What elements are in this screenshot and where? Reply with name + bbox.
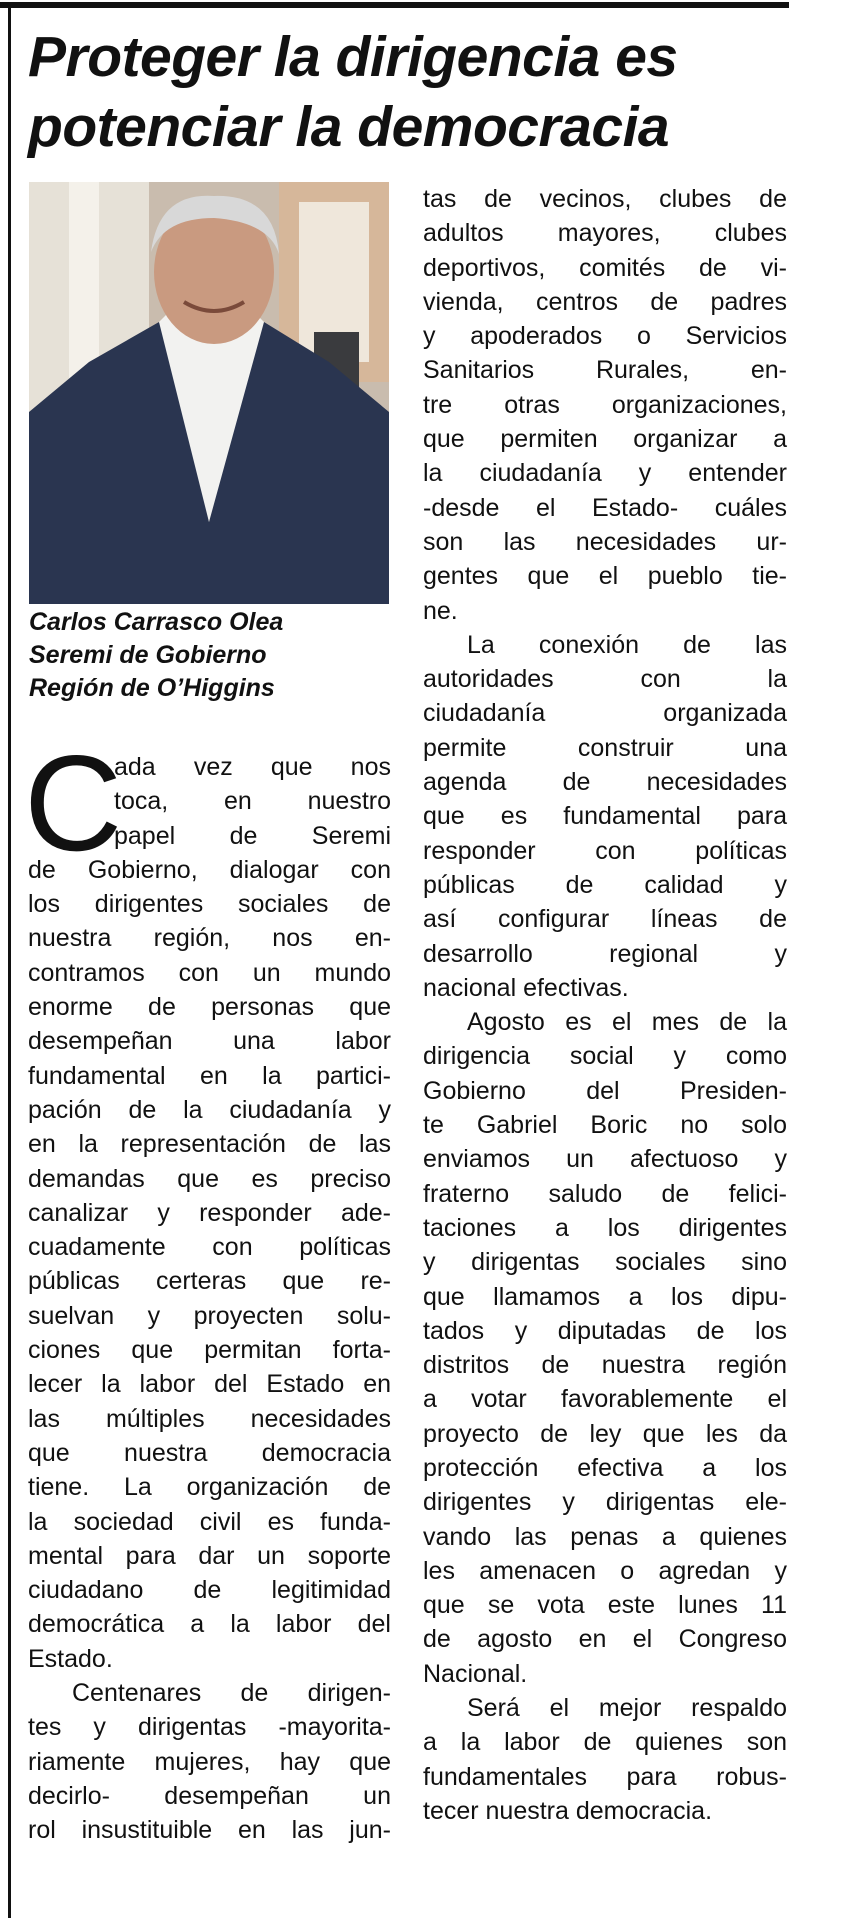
text-line: les amenacen o agredan y xyxy=(423,1556,787,1585)
author-photo xyxy=(29,182,389,604)
headline-line-2: potenciar la democracia xyxy=(28,95,670,159)
text-line: distritos de nuestra región xyxy=(423,1351,787,1380)
text-line: mental para dar un soporte xyxy=(28,1541,391,1570)
text-line: ciudadanía organizada xyxy=(423,699,787,728)
text-line: las múltiples necesidades xyxy=(28,1404,391,1433)
text-line: gentes que el pueblo tie- xyxy=(423,562,787,591)
text-line: de Gobierno, dialogar con xyxy=(28,855,391,884)
headline xyxy=(28,22,788,162)
text-line: canalizar y responder ade- xyxy=(28,1198,391,1227)
text-line: Gobierno del Presiden- xyxy=(423,1076,787,1105)
text-line: fundamentales para robus- xyxy=(423,1762,787,1791)
text-line: suelvan y proyecten solu- xyxy=(28,1301,391,1330)
text-line: te Gabriel Boric no solo xyxy=(423,1111,787,1140)
text-line: tes y dirigentas -mayorita- xyxy=(28,1713,391,1742)
text-line: ada vez que nos xyxy=(114,753,391,781)
text-line: autoridades con la xyxy=(423,665,787,694)
text-line: ne. xyxy=(423,596,458,625)
text-line: deportivos, comités de vi- xyxy=(423,253,787,282)
text-line: tados y diputadas de los xyxy=(423,1316,787,1345)
text-line: tas de vecinos, clubes de xyxy=(423,185,787,213)
text-line: la ciudadanía y entender xyxy=(423,459,787,488)
text-line: tecer nuestra democracia. xyxy=(423,1796,713,1825)
text-line: responder con políticas xyxy=(423,836,787,865)
text-line: tre otras organizaciones, xyxy=(423,390,787,419)
text-line: permite construir una xyxy=(423,733,787,762)
text-line: que es fundamental para xyxy=(423,802,787,831)
text-line: los dirigentes sociales de xyxy=(28,890,391,919)
text-line: y dirigentas sociales sino xyxy=(423,1248,787,1277)
text-line: taciones a los dirigentes xyxy=(423,1213,787,1242)
text-line: nacional efectivas. xyxy=(423,973,629,1002)
text-line: y apoderados o Servicios xyxy=(423,322,787,351)
text-line: desarrollo regional y xyxy=(423,939,787,968)
text-line: enorme de personas que xyxy=(28,993,391,1022)
text-line: Nacional. xyxy=(423,1659,528,1688)
article-column-right xyxy=(423,182,787,1828)
text-line: toca, en nuestro xyxy=(114,787,391,816)
text-line: desempeñan una labor xyxy=(28,1027,391,1056)
text-line: pación de la ciudadanía y xyxy=(28,1095,391,1124)
author-role: Seremi de Gobierno xyxy=(29,641,267,669)
text-line: que nuestra democracia xyxy=(28,1438,391,1467)
text-line: proyecto de ley que les da xyxy=(423,1419,787,1448)
text-line: protección efectiva a los xyxy=(423,1453,787,1482)
text-line: lecer la labor del Estado en xyxy=(28,1370,391,1399)
text-line: dirigentes y dirigentas ele- xyxy=(423,1488,787,1517)
text-line: Centenares de dirigen- xyxy=(72,1679,391,1708)
text-line: Agosto es el mes de la xyxy=(467,1008,787,1037)
text-line: de agosto en el Congreso xyxy=(423,1625,787,1654)
headline-line-1: Proteger la dirigencia es xyxy=(28,25,678,89)
text-line: adultos mayores, clubes xyxy=(423,219,787,248)
text-line: que se vota este lunes 11 xyxy=(423,1591,787,1620)
text-line: nuestra región, nos en- xyxy=(28,924,391,953)
text-line: -desde el Estado- cuáles xyxy=(423,493,787,522)
text-line: La conexión de las xyxy=(467,630,787,659)
text-line: Será el mejor respaldo xyxy=(467,1694,787,1723)
text-line: agenda de necesidades xyxy=(423,768,787,797)
article-column-left xyxy=(24,727,391,1848)
text-line: fraterno saludo de felici- xyxy=(423,1179,787,1208)
top-rule xyxy=(0,2,789,8)
text-line: son las necesidades ur- xyxy=(423,527,787,556)
text-line: cuadamente con políticas xyxy=(28,1233,391,1262)
text-line: vienda, centros de padres xyxy=(423,287,787,316)
text-line: papel de Seremi xyxy=(114,821,391,850)
drop-cap: C xyxy=(24,727,123,879)
text-line: fundamental en la partici- xyxy=(28,1061,391,1090)
text-line: la sociedad civil es funda- xyxy=(28,1507,391,1536)
text-line: públicas certeras que re- xyxy=(28,1267,391,1296)
text-line: en la representación de las xyxy=(28,1130,391,1159)
text-line: democrática a la labor del xyxy=(28,1610,391,1639)
text-line: decirlo- desempeñan un xyxy=(28,1781,391,1810)
text-line: dirigencia social y como xyxy=(423,1042,787,1071)
text-line: enviamos un afectuoso y xyxy=(423,1145,787,1174)
text-line: ciudadano de legitimidad xyxy=(28,1576,391,1605)
text-line: a votar favorablemente el xyxy=(423,1385,787,1414)
author-name: Carlos Carrasco Olea xyxy=(29,608,284,636)
left-column-rule xyxy=(8,8,11,1918)
text-line: tiene. La organización de xyxy=(28,1473,391,1502)
text-line: demandas que es preciso xyxy=(28,1164,391,1193)
text-line: que permiten organizar a xyxy=(423,425,787,454)
author-region: Región de O’Higgins xyxy=(29,674,275,702)
text-line: ciones que permitan forta- xyxy=(28,1336,391,1365)
photo-caption xyxy=(29,606,389,705)
text-line: rol insustituible en las jun- xyxy=(28,1816,391,1845)
text-line: así configurar líneas de xyxy=(423,905,787,934)
text-line: contramos con un mundo xyxy=(28,958,391,987)
text-line: Sanitarios Rurales, en- xyxy=(423,356,787,385)
text-line: Estado. xyxy=(28,1644,113,1673)
text-line: riamente mujeres, hay que xyxy=(28,1747,391,1776)
text-line: que llamamos a los dipu- xyxy=(423,1282,787,1311)
text-line: a la labor de quienes son xyxy=(423,1728,787,1757)
text-line: vando las penas a quienes xyxy=(423,1522,787,1551)
text-line: públicas de calidad y xyxy=(423,870,787,899)
